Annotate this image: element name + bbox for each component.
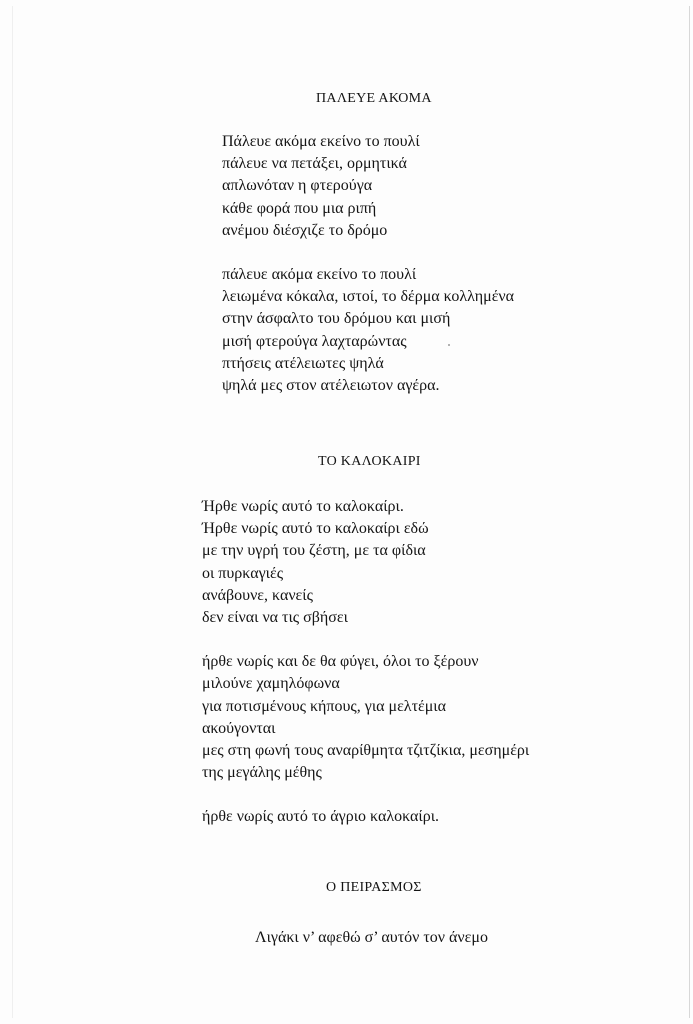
poem-line: Ήρθε νωρίς αυτό το καλοκαίρι.	[202, 498, 404, 515]
poem-line: Πάλευε ακόμα εκείνο το πουλί	[222, 133, 420, 150]
stanza-break	[222, 242, 514, 264]
poem-line: πάλευε ακόμα εκείνο το πουλί	[222, 265, 417, 283]
poem-line: μισή φτερούγα λαχταρώντας	[222, 332, 407, 350]
poem-line: δεν είναι να τις σβήσει	[202, 608, 348, 626]
poem-line: ακούγονται	[202, 719, 276, 737]
poem-line: ανέμου διέσχιζε το δρόμο	[222, 221, 388, 239]
poem-line: λειωμένα κόκαλα, ιστοί, το δέρμα κολλημένα	[222, 288, 515, 306]
stanza-break	[202, 784, 529, 806]
poem-line: με την υγρή του ζέστη, με τα φίδια	[202, 542, 426, 560]
poem-title: Ο ΠΕΙΡΑΣΜΟΣ	[326, 880, 422, 895]
stanza-break	[202, 629, 529, 651]
page-edge-right	[689, 6, 690, 1018]
poem-title: ΠΑΛΕΥΕ ΑΚΟΜΑ	[316, 91, 432, 106]
poem-line: οι πυρκαγιές	[202, 564, 284, 582]
poem-line: στην άσφαλτο του δρόμου και μισή	[222, 310, 451, 328]
poem-line: για ποτισμένους κήπους, για μελτέμια	[202, 697, 446, 715]
page-edge-left	[12, 6, 13, 1018]
scan-speck	[448, 344, 450, 346]
poem-line: πάλευε να πετάξει, ορμητικά	[222, 155, 407, 173]
poem-line: ήρθε νωρίς και δε θα φύγει, όλοι το ξέρουν	[202, 653, 479, 671]
poem-body	[222, 131, 514, 397]
poem-line: ανάβουνε, κανείς	[202, 586, 313, 604]
poem-line: πτήσεις ατέλειωτες ψηλά	[222, 354, 384, 372]
poem-title: ΤΟ ΚΑΛΟΚΑΙΡΙ	[318, 454, 421, 469]
poem-line: μιλούνε χαμηλόφωνα	[202, 675, 340, 693]
poem-line: μες στη φωνή τους αναρίθμητα τζιτζίκια, μεσημέρι	[202, 741, 530, 759]
poem-line: ψηλά μες στον ατέλειωτον αγέρα.	[222, 376, 440, 394]
poem-line: απλωνόταν η φτερούγα	[222, 177, 373, 195]
poem-body	[202, 496, 529, 828]
poem-line: της μεγάλης μέθης	[202, 764, 322, 782]
poem-line: Ήρθε νωρίς αυτό το καλοκαίρι εδώ	[202, 520, 429, 538]
poem-line: Λιγάκι ν’ αφεθώ σ’ αυτόν τον άνεμο	[255, 929, 488, 946]
poem-line: κάθε φορά που μια ριπή	[222, 199, 377, 217]
poem-line: ήρθε νωρίς αυτό το άγριο καλοκαίρι.	[202, 808, 439, 826]
poem-body	[255, 927, 488, 949]
